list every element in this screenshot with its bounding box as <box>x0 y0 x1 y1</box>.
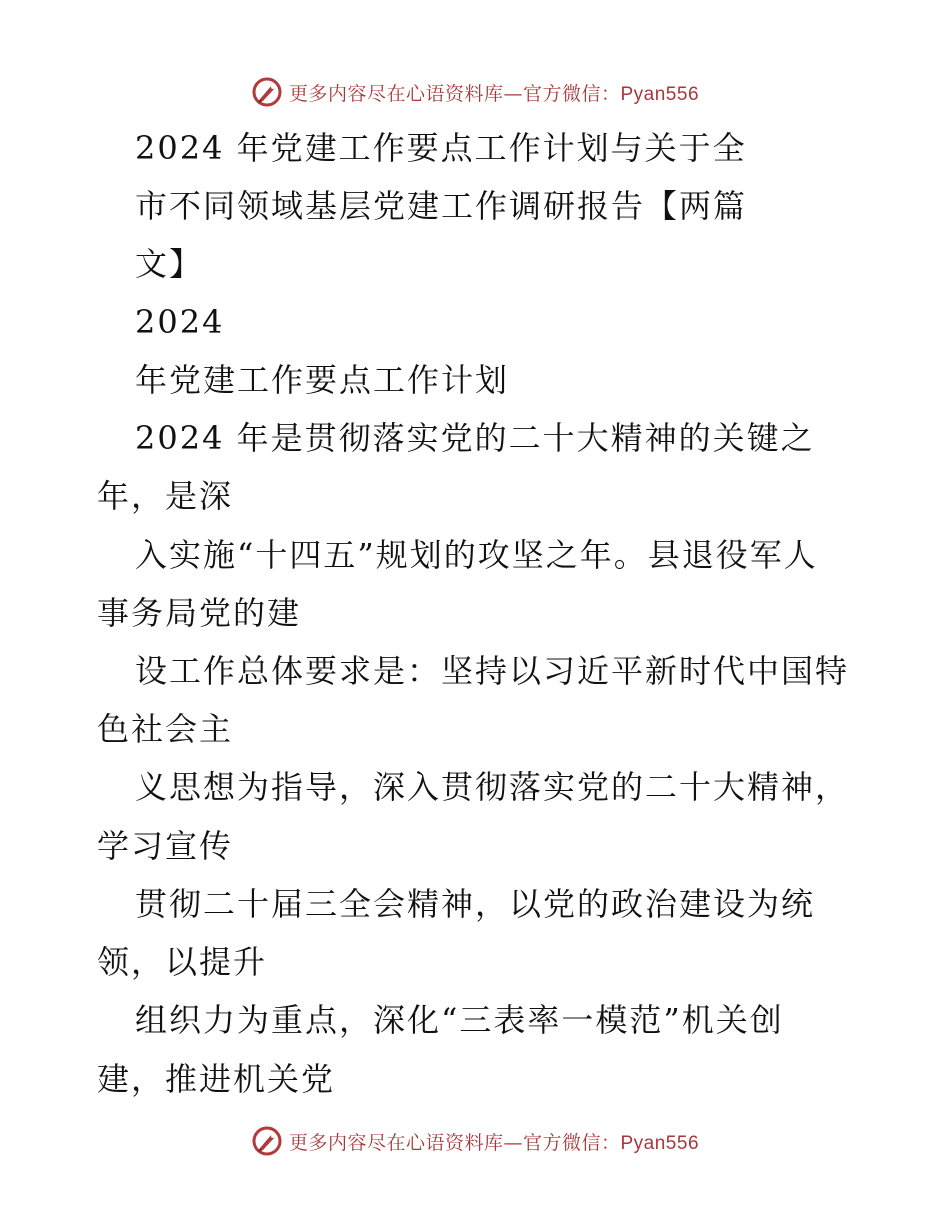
wechat-id: Pyan556 <box>620 1132 700 1154</box>
quill-logo-icon <box>251 1125 283 1157</box>
paragraph-line: 入实施“十四五”规划的攻坚之年。县退役军人 <box>135 536 818 574</box>
paragraph-line: 2024 年是贯彻落实党的二十大精神的关键之 <box>135 419 815 457</box>
banner-text: 更多内容尽在心语资料库—官方微信：Pyan556 <box>288 82 700 105</box>
footer-watermark-banner <box>0 1121 950 1161</box>
section-heading: 年党建工作要点工作计划 <box>135 361 510 399</box>
title-line-1: 2024 年党建工作要点工作计划与关于全 <box>135 129 747 167</box>
paragraph-line: 年，是深 <box>97 477 234 515</box>
paragraph-line: 设工作总体要求是：坚持以习近平新时代中国特 <box>135 652 850 690</box>
paragraph-line: 义思想为指导，深入贯彻落实党的二十大精神， <box>135 768 850 806</box>
paragraph-line: 贯彻二十届三全会精神，以党的政治建设为统 <box>135 885 816 923</box>
paragraph-line: 事务局党的建 <box>97 594 302 632</box>
paragraph-line: 组织力为重点，深化“三表率一模范”机关创 <box>135 1001 784 1039</box>
title-line-2: 市不同领域基层党建工作调研报告【两篇 <box>135 187 748 225</box>
paragraph-line: 学习宣传 <box>97 827 234 865</box>
section-year: 2024 <box>135 303 225 341</box>
wechat-id: Pyan556 <box>620 83 700 105</box>
paragraph-line: 领，以提升 <box>97 943 268 981</box>
paragraph-line: 建，推进机关党 <box>97 1060 336 1098</box>
header-watermark-banner <box>0 72 950 112</box>
quill-logo-icon <box>251 76 283 108</box>
banner-text: 更多内容尽在心语资料库—官方微信：Pyan556 <box>288 1131 700 1154</box>
paragraph-line: 色社会主 <box>97 710 234 748</box>
title-line-3: 文】 <box>135 245 204 283</box>
